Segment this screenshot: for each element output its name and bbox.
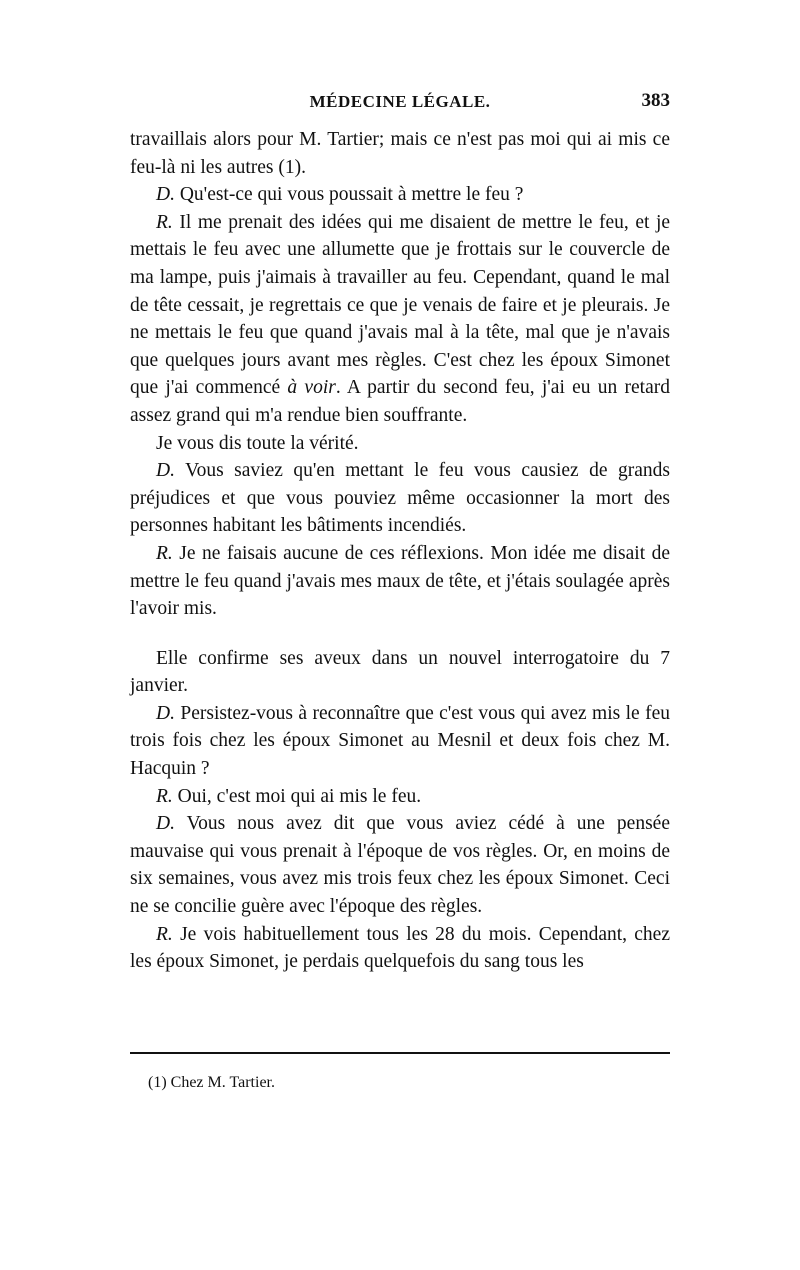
footnote: (1) Chez M. Tartier. bbox=[148, 1074, 275, 1091]
answer: R. Je vois habituellement tous les 28 du mois. Cependant, chez les époux Simonet, je perdais quelquefois du sang tous les bbox=[130, 923, 670, 973]
paragraph: Elle confirme ses aveux dans un nouvel interrogatoire du 7 janvier. bbox=[130, 647, 670, 697]
speaker-label: R. bbox=[156, 542, 173, 564]
body-text bbox=[130, 126, 670, 976]
speaker-label: R. bbox=[156, 923, 173, 945]
speaker-label: R. bbox=[156, 211, 173, 233]
answer: R. Il me prenait des idées qui me disaient de mettre le feu, et je mettais le feu avec une allumette que je frottais sur le couvercle de ma lampe, puis j'aimais à travailler au feu. Cependant, quand le mal de tête cessait, je regrettais ce que je venais de faire et je pleurais. Je ne mettais le feu que quand j'avais mal à la tête, mal que je n'avais que quelques jours avant mes règles. C'est chez les époux Simonet que j'ai commencé à voir. A partir du second feu, j'ai eu un retard assez grand qui m'a rendue bien souffrante. bbox=[130, 211, 671, 426]
question: D. Persistez-vous à reconnaître que c'est vous qui avez mis le feu trois fois chez les époux Simonet au Mesnil et deux fois chez M. Hacquin ? bbox=[130, 702, 670, 780]
question: D. Qu'est-ce qui vous poussait à mettre le feu ? bbox=[156, 184, 524, 206]
speaker-label: D. bbox=[156, 184, 175, 206]
emphasis: à voir bbox=[287, 377, 336, 399]
paragraph: Je vous dis toute la vérité. bbox=[156, 432, 359, 454]
speaker-label: D. bbox=[156, 813, 175, 835]
speaker-label: D. bbox=[156, 702, 175, 724]
footnote-rule bbox=[130, 1052, 670, 1054]
answer: R. Je ne faisais aucune de ces réflexions. Mon idée me disait de mettre le feu quand j'avais mes maux de tête, et j'étais soulagée après l'avoir mis. bbox=[130, 542, 671, 620]
question: D. Vous nous avez dit que vous aviez cédé à une pensée mauvaise qui vous prenait à l'époque de vos règles. Or, en moins de six semaines, vous avez mis trois feux chez les époux Simonet. Ceci ne se concilie guère avec l'époque des règles. bbox=[130, 813, 670, 918]
speaker-label: R. bbox=[156, 785, 173, 807]
paragraph: travaillais alors pour M. Tartier; mais ce n'est pas moi qui ai mis ce feu-là ni les autres (1). bbox=[130, 129, 670, 178]
running-title: MÉDECINE LÉGALE. bbox=[309, 92, 491, 111]
question: D. Vous saviez qu'en mettant le feu vous causiez de grands préjudices et que vous pouviez même occasionner la mort des personnes habitant les bâtiments incendiés. bbox=[130, 460, 670, 537]
page-header bbox=[130, 88, 670, 118]
answer: R. Oui, c'est moi qui ai mis le feu. bbox=[156, 785, 422, 807]
speaker-label: D. bbox=[156, 460, 175, 482]
page-number: 383 bbox=[641, 90, 670, 111]
